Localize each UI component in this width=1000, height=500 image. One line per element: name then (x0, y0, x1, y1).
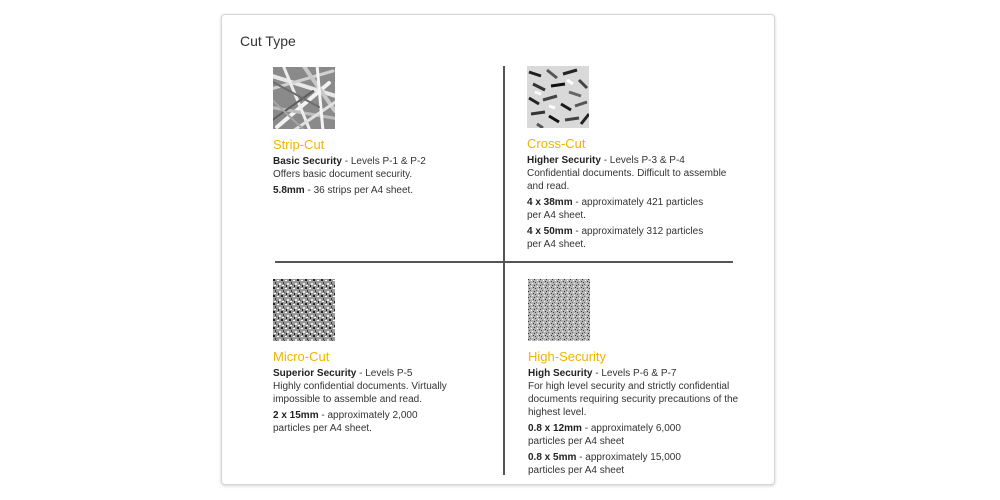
security-levels: - Levels P-6 & P-7 (592, 368, 677, 379)
spec-size: 5.8mm (273, 185, 305, 196)
cut-description: For high level security and strictly confidential documents requiring security precautions of the highest level. (528, 381, 739, 418)
cut-description: Highly confidential documents. Virtually impossible to assemble and read. (273, 381, 447, 405)
cut-option-high-security (528, 279, 743, 477)
spec-size: 2 x 15mm (273, 410, 319, 421)
micro-cut-shred-image (273, 279, 335, 341)
spec-line (273, 184, 488, 197)
spec-line (528, 451, 718, 477)
cut-name: Micro-Cut (273, 349, 330, 364)
security-line (273, 367, 488, 380)
strip-cut-shred-image (273, 67, 335, 129)
security-label: High Security (528, 368, 593, 379)
security-line (527, 154, 742, 167)
spec-detail: - approximately 6,000 particles per A4 sheet (528, 423, 681, 447)
cut-name: Cross-Cut (527, 136, 586, 151)
cut-option-cross (527, 66, 742, 251)
spec-line (527, 196, 707, 222)
cut-option-strip (273, 67, 488, 197)
spec-line (273, 409, 453, 435)
horizontal-divider (275, 261, 733, 263)
cut-option-micro (273, 279, 488, 435)
spec-detail: - 36 strips per A4 sheet. (304, 185, 414, 196)
spec-detail: - approximately 2,000 particles per A4 sheet. (273, 410, 418, 434)
security-label: Superior Security (273, 368, 357, 379)
cut-description: Confidential documents. Difficult to assemble and read. (527, 168, 727, 192)
spec-size: 0.8 x 5mm (528, 452, 577, 463)
cut-type-card (221, 14, 775, 485)
spec-size: 4 x 50mm (527, 226, 573, 237)
security-label: Higher Security (527, 155, 601, 166)
security-levels: - Levels P-3 & P-4 (600, 155, 685, 166)
cut-description: Offers basic document security. (273, 169, 413, 180)
cross-cut-shred-image (527, 66, 589, 128)
spec-detail: - approximately 312 particles per A4 sheet. (527, 226, 704, 250)
spec-size: 4 x 38mm (527, 197, 573, 208)
security-levels: - Levels P-5 (356, 368, 413, 379)
cut-name: Strip-Cut (273, 137, 325, 152)
security-line (528, 367, 743, 380)
card-title: Cut Type (240, 33, 296, 49)
security-label: Basic Security (273, 156, 342, 167)
security-levels: - Levels P-1 & P-2 (341, 156, 426, 167)
spec-detail: - approximately 421 particles per A4 sheet. (527, 197, 704, 221)
spec-line (527, 225, 707, 251)
spec-detail: - approximately 15,000 particles per A4 sheet (528, 452, 681, 476)
spec-size: 0.8 x 12mm (528, 423, 582, 434)
spec-line (528, 422, 718, 448)
high-security-shred-image (528, 279, 590, 341)
cut-name: High-Security (528, 349, 607, 364)
vertical-divider (503, 66, 505, 475)
security-line (273, 155, 488, 168)
